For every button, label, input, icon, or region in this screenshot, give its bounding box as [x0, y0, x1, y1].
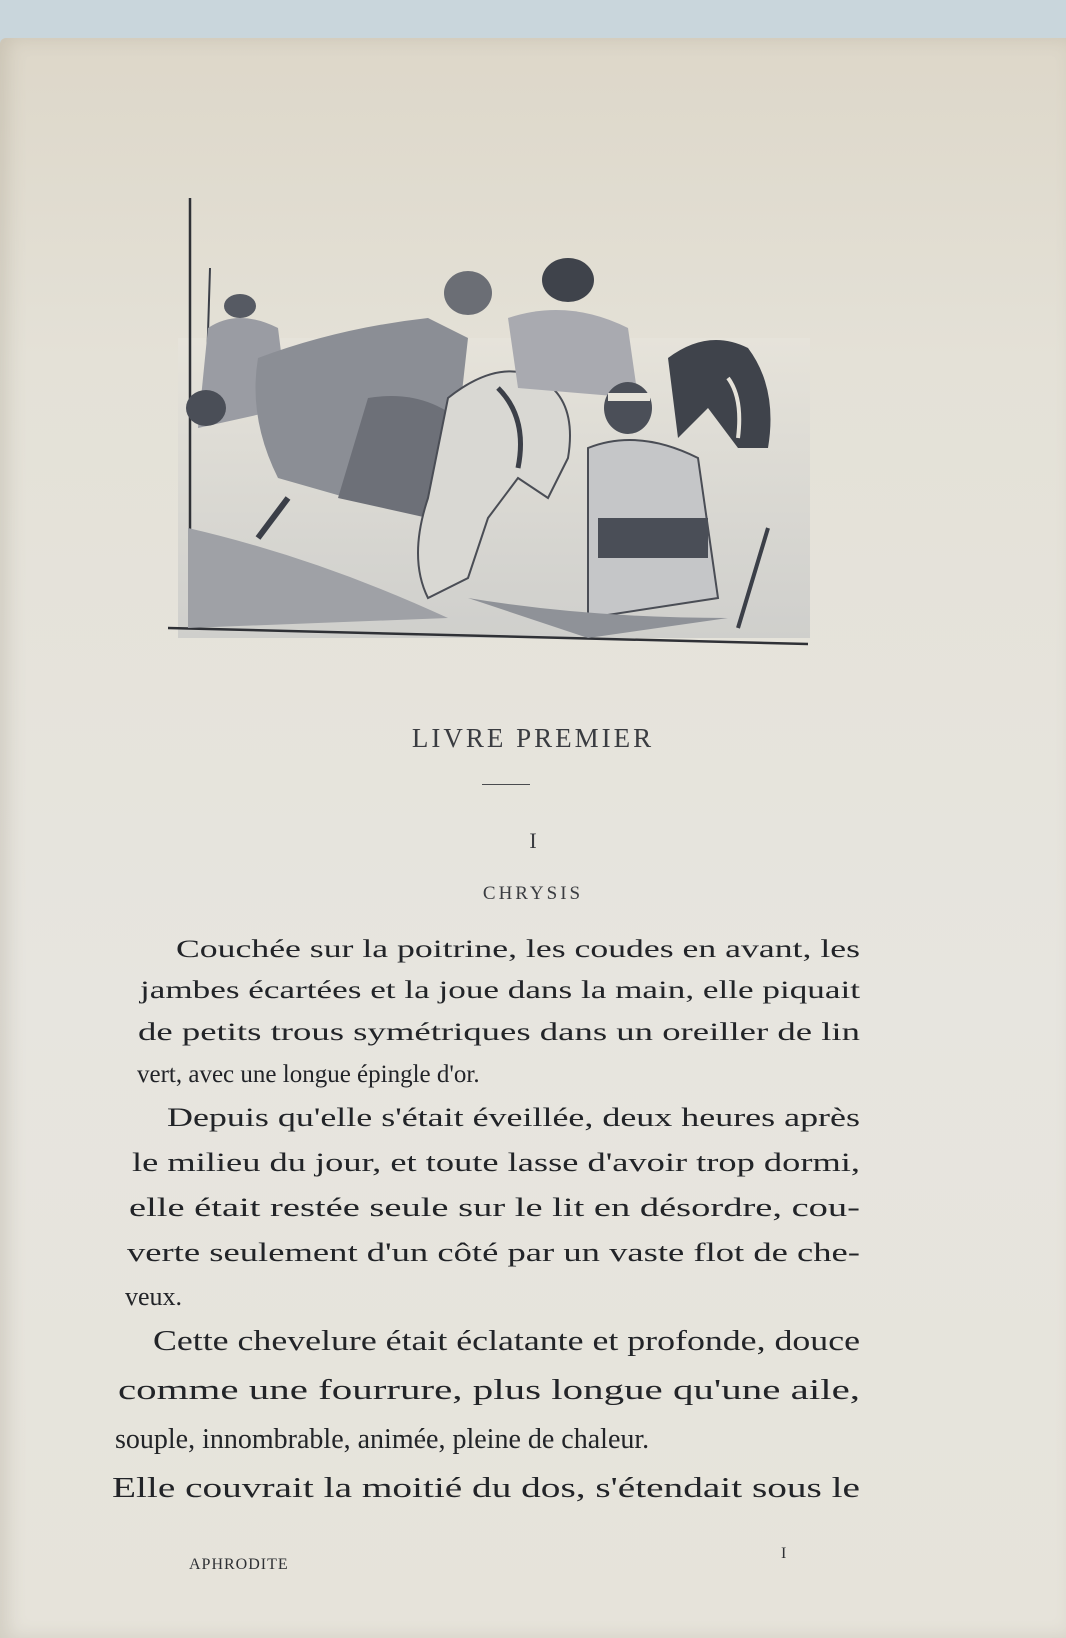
text-line: de petits trous symétriques dans un oreiller de lin: [138, 1019, 860, 1046]
text-line: verte seulement d'un côté par un vaste flot de che-: [127, 1238, 860, 1267]
text-line: elle était restée seule sur le lit en désordre, cou-: [129, 1193, 860, 1222]
chapter-title: CHRYSIS: [482, 883, 584, 904]
text-line: Cette chevelure était éclatante et profonde, douce: [153, 1326, 860, 1357]
text-line: jambes écartées et la joue dans la main, elle piquait: [140, 977, 860, 1004]
text-line: Depuis qu'elle s'était éveillée, deux heures après: [167, 1103, 860, 1132]
page-folio: I: [781, 1545, 787, 1562]
chapter-number: I: [529, 828, 537, 853]
book-title: LIVRE PREMIER: [411, 723, 655, 753]
text-line: comme une fourrure, plus longue qu'une aile,: [118, 1375, 860, 1406]
running-head: APHRODITE: [189, 1556, 289, 1573]
riders-engraving: [168, 198, 820, 658]
text-line: veux.: [125, 1282, 183, 1311]
text-line: Elle couvrait la moitié du dos, s'étendait sous le: [112, 1473, 860, 1504]
text-line: souple, innombrable, animée, pleine de chaleur.: [115, 1424, 650, 1455]
book-page: [0, 38, 1066, 1638]
engraving-illustration: [168, 198, 820, 658]
text-line: Couchée sur la poitrine, les coudes en avant, les: [176, 936, 860, 963]
title-rule: [482, 784, 530, 785]
text-line: le milieu du jour, et toute lasse d'avoir trop dormi,: [132, 1148, 860, 1177]
text-line: vert, avec une longue épingle d'or.: [137, 1061, 480, 1088]
